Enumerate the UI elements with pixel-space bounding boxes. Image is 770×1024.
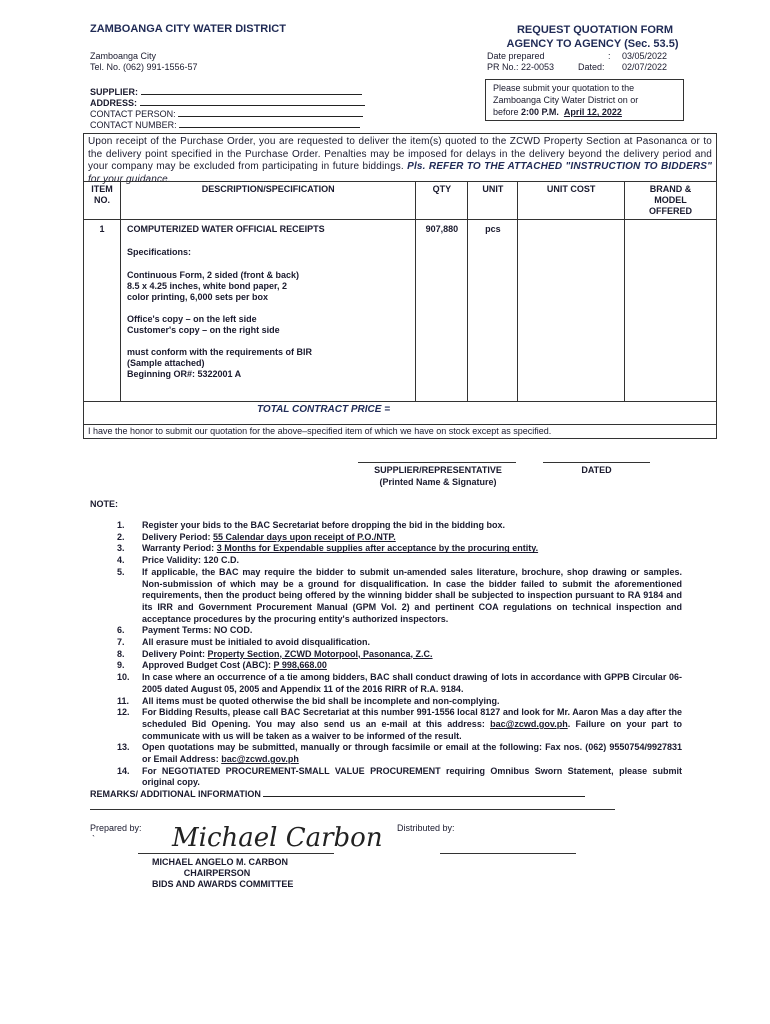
contact-number-field[interactable] bbox=[90, 120, 360, 131]
honor-row bbox=[84, 425, 717, 439]
item-qty: 907,880 bbox=[416, 220, 468, 402]
item-brand-model[interactable] bbox=[625, 220, 717, 402]
intro-refer: Pls. REFER TO THE ATTACHED "INSTRUCTION TO BIDDERS" bbox=[407, 161, 712, 172]
intro-guidance: for your guidance. bbox=[88, 173, 171, 185]
prepared-by-line bbox=[138, 853, 334, 854]
contact-number-line bbox=[179, 127, 360, 128]
contact-person-field[interactable] bbox=[90, 109, 363, 120]
item-unit-cost[interactable] bbox=[518, 220, 625, 402]
note-text bbox=[142, 625, 682, 637]
chairperson-signature: Michael Carbon bbox=[172, 823, 383, 853]
note-item bbox=[92, 696, 682, 708]
spec-line-3: color printing, 6,000 sets per box bbox=[126, 292, 269, 302]
intro-paragraph bbox=[83, 133, 717, 185]
supplier-label: SUPPLIER: bbox=[90, 87, 139, 97]
copy-line-2: Customer's copy – on the right side bbox=[126, 325, 280, 335]
note-number: 3. bbox=[117, 543, 125, 554]
item-unit: pcs bbox=[468, 220, 518, 402]
form-title: REQUEST QUOTATION FORM bbox=[516, 24, 674, 36]
header-brand-model: BRAND & MODEL OFFERED bbox=[625, 182, 717, 220]
intro-text: Upon receipt of the Purchase Order, you are requested to deliver the item(s) quoted to the ZCWD Property Section at Pasonanca or to the delivery point specified in the Purchase Order. Penalties may be imposed for delays in the delivery beyond the delivery period and your company may be excluded from participating in future biddings. bbox=[88, 136, 712, 172]
submit-instructions-box bbox=[485, 79, 684, 121]
note-text bbox=[142, 660, 682, 672]
note-text bbox=[142, 649, 682, 661]
note-text-prefix: For Bidding Results, please call BAC Secretariat at this number 991-1556 local 8127 and look for Mr. Aaron Mas a day after the scheduled Bid Opening. You may also send us an e-mail at this address: bbox=[142, 707, 682, 729]
copy-line-1: Office's copy – on the left side bbox=[126, 314, 257, 324]
note-text-underlined: bac@zcwd.gov.ph bbox=[490, 718, 568, 729]
note-text-body: All erasure must be initialed to avoid disqualification. bbox=[142, 637, 371, 648]
committee-name: BIDS AND AWARDS COMMITTEE bbox=[152, 879, 294, 889]
date-prepared-label: Date prepared bbox=[487, 51, 545, 61]
header-unit-cost: UNIT COST bbox=[518, 182, 625, 220]
chairperson-position: CHAIRPERSON bbox=[183, 868, 251, 878]
note-text-prefix: Delivery Period: bbox=[142, 531, 214, 542]
note-text-underlined: 55 Calendar days upon receipt of P.O./NTP. bbox=[213, 531, 396, 542]
dated-sig-label: DATED bbox=[581, 465, 612, 475]
org-tel: Tel. No. (062) 991-1556-57 bbox=[90, 62, 198, 72]
total-cell bbox=[84, 402, 717, 425]
address-line bbox=[140, 105, 365, 106]
supplier-signature-line[interactable] bbox=[358, 462, 516, 463]
contact-person-label: CONTACT PERSON: bbox=[90, 109, 176, 119]
honor-text: I have the honor to submit our quotation for the above–specified item of which we have on stock except as specified. bbox=[88, 426, 552, 436]
chairperson-name: MICHAEL ANGELO M. CARBON bbox=[152, 857, 288, 867]
note-item bbox=[92, 672, 682, 695]
contact-number-label: CONTACT NUMBER: bbox=[90, 120, 177, 130]
note-item bbox=[92, 520, 682, 532]
note-item bbox=[92, 637, 682, 649]
remarks-field[interactable] bbox=[90, 789, 585, 800]
header-item-no: ITEM NO. bbox=[84, 182, 121, 220]
note-text-body: All items must be quoted otherwise the bid shall be incomplete and non-complying. bbox=[142, 695, 500, 706]
printed-name-label: (Printed Name & Signature) bbox=[379, 477, 497, 487]
note-text-underlined: Property Section, ZCWD Motorpool, Pasonanca, Z.C. bbox=[207, 648, 433, 659]
dated-label: Dated: bbox=[578, 62, 605, 72]
spec-label: Specifications: bbox=[126, 247, 191, 257]
total-row bbox=[84, 402, 717, 425]
prepared-by-label: Prepared by: bbox=[90, 823, 142, 833]
note-number: 2. bbox=[117, 531, 125, 542]
submit-line-2: Zamboanga City Water District on or bbox=[493, 95, 639, 105]
note-item bbox=[92, 766, 682, 789]
note-text-body: Register your bids to the BAC Secretariat before dropping the bid in the bidding box. bbox=[142, 520, 506, 530]
notes-list bbox=[92, 520, 682, 789]
bir-line-3: Beginning OR#: 5322001 A bbox=[126, 369, 242, 379]
supplier-field[interactable] bbox=[90, 87, 362, 98]
note-text-prefix: Open quotations may be submitted, manually or through facsimile or email at the following: Fax nos. (062) 9550754/9927831 or Email Address: bbox=[142, 742, 682, 765]
note-text bbox=[142, 532, 682, 544]
note-text-suffix: . Failure on your part to communicate with us will be taken as a waiver to be informed of the result. bbox=[142, 718, 682, 741]
submit-before: before bbox=[493, 107, 522, 117]
note-item bbox=[92, 649, 682, 661]
note-text bbox=[142, 637, 682, 649]
submit-date: April 12, 2022 bbox=[563, 107, 622, 117]
note-item bbox=[92, 555, 682, 567]
backtick-mark: ` bbox=[92, 834, 95, 844]
note-text-underlined: 3 Months for Expendable supplies after acceptance by the procuring entity. bbox=[216, 543, 539, 554]
note-text-prefix: Delivery Point: bbox=[142, 648, 208, 659]
note-item bbox=[92, 707, 682, 742]
item-title: COMPUTERIZED WATER OFFICIAL RECEIPTS bbox=[126, 224, 325, 234]
note-text-prefix: Approved Budget Cost (ABC): bbox=[142, 660, 274, 671]
supplier-line bbox=[141, 94, 362, 95]
note-number: 9. bbox=[117, 660, 125, 671]
submit-line-1: Please submit your quotation to the bbox=[493, 83, 635, 93]
note-text-body: If applicable, the BAC may require the bidder to submit un-amended sales literature, brochure, shop drawing or samples. Non-submission of which may be a ground for disqualification. In case the bidder failed to submit the aforementioned requirements, then the product being offered by the winning bidder shall be subjected to inspection pursuant to RA 9184 and its IRR and Government Procurement Manual (GPM Vol. 2) and pertinent COA regulations on technical inspection and acceptance procedures by the procuring entity's authorized inspectors. bbox=[142, 566, 682, 624]
date-prepared-sep: : bbox=[608, 51, 611, 61]
note-number: 14. bbox=[117, 765, 130, 776]
note-text bbox=[142, 707, 682, 742]
note-text bbox=[142, 555, 682, 567]
items-table bbox=[83, 181, 717, 439]
header-qty: QTY bbox=[416, 182, 468, 220]
honor-cell bbox=[84, 425, 717, 439]
note-text bbox=[142, 766, 682, 789]
note-text-underlined: P 998,668.00 bbox=[273, 660, 327, 671]
note-item bbox=[92, 742, 682, 765]
form-subtitle: AGENCY TO AGENCY (Sec. 53.5) bbox=[506, 38, 679, 50]
note-text-body: Price Validity: 120 C.D. bbox=[142, 555, 240, 566]
spec-line-1: Continuous Form, 2 sided (front & back) bbox=[126, 270, 299, 280]
spec-line-2: 8.5 x 4.25 inches, white bond paper, 2 bbox=[126, 281, 288, 291]
note-text-underlined: bac@zcwd.gov.ph bbox=[221, 754, 299, 765]
note-text-body: Payment Terms: NO COD. bbox=[142, 625, 253, 636]
note-text-prefix: Warranty Period: bbox=[142, 543, 217, 554]
note-number: 11. bbox=[117, 695, 130, 706]
note-title: NOTE: bbox=[90, 499, 118, 509]
remarks-line-2[interactable] bbox=[90, 809, 615, 810]
note-text bbox=[142, 520, 682, 532]
contact-person-line bbox=[178, 116, 363, 117]
pr-number: PR No.: 22-0053 bbox=[487, 62, 555, 72]
total-contract-price-label: TOTAL CONTRACT PRICE = bbox=[257, 404, 391, 415]
note-item bbox=[92, 660, 682, 672]
submit-line-3 bbox=[493, 106, 683, 118]
address-field[interactable] bbox=[90, 98, 365, 109]
distributed-by-label: Distributed by: bbox=[397, 823, 455, 833]
dated-signature-line[interactable] bbox=[543, 462, 650, 463]
supplier-rep-label: SUPPLIER/REPRESENTATIVE bbox=[374, 465, 502, 475]
note-number: 10. bbox=[117, 672, 130, 683]
address-label: ADDRESS: bbox=[90, 98, 138, 108]
table-row bbox=[84, 220, 717, 402]
item-description bbox=[120, 220, 415, 402]
note-text bbox=[142, 543, 682, 555]
note-text bbox=[142, 567, 682, 626]
note-text bbox=[142, 742, 682, 765]
dated-value: 02/07/2022 bbox=[622, 62, 668, 72]
note-number: 8. bbox=[117, 648, 125, 659]
bir-line-1: must conform with the requirements of BIR bbox=[126, 347, 312, 357]
note-item bbox=[92, 543, 682, 555]
note-text bbox=[142, 672, 682, 695]
bir-line-2: (Sample attached) bbox=[126, 358, 205, 368]
remarks-line-1 bbox=[263, 796, 585, 797]
note-number: 1. bbox=[117, 520, 125, 530]
note-number: 5. bbox=[117, 566, 125, 577]
note-item bbox=[92, 567, 682, 626]
note-number: 4. bbox=[117, 555, 125, 566]
note-text bbox=[142, 696, 682, 708]
note-text-body: For NEGOTIATED PROCUREMENT-SMALL VALUE PROCUREMENT requiring Omnibus Sworn Statement, please submit original copy. bbox=[142, 765, 682, 788]
table-header-row bbox=[84, 182, 717, 220]
item-number: 1 bbox=[84, 220, 121, 402]
distributed-by-line[interactable] bbox=[440, 853, 576, 854]
org-name: ZAMBOANGA CITY WATER DISTRICT bbox=[90, 23, 286, 35]
note-item bbox=[92, 532, 682, 544]
note-text-body: In case where an occurrence of a tie among bidders, BAC shall conduct drawing of lots in accordance with GPPB Circular 06-2005 dated August 05, 2005 and Appendix 11 of the 2016 RIRR of R.A. 9184. bbox=[142, 672, 682, 694]
date-prepared-value: 03/05/2022 bbox=[622, 51, 668, 61]
note-number: 6. bbox=[117, 625, 125, 636]
note-number: 7. bbox=[117, 637, 125, 648]
remarks-label: REMARKS/ ADDITIONAL INFORMATION bbox=[90, 789, 261, 799]
header-description: DESCRIPTION/SPECIFICATION bbox=[120, 182, 415, 220]
note-number: 12. bbox=[117, 707, 130, 718]
note-item bbox=[92, 625, 682, 637]
header-unit: UNIT bbox=[468, 182, 518, 220]
note-number: 13. bbox=[117, 742, 130, 753]
org-city: Zamboanga City bbox=[90, 51, 157, 61]
submit-time: 2:00 P.M. bbox=[521, 107, 559, 117]
